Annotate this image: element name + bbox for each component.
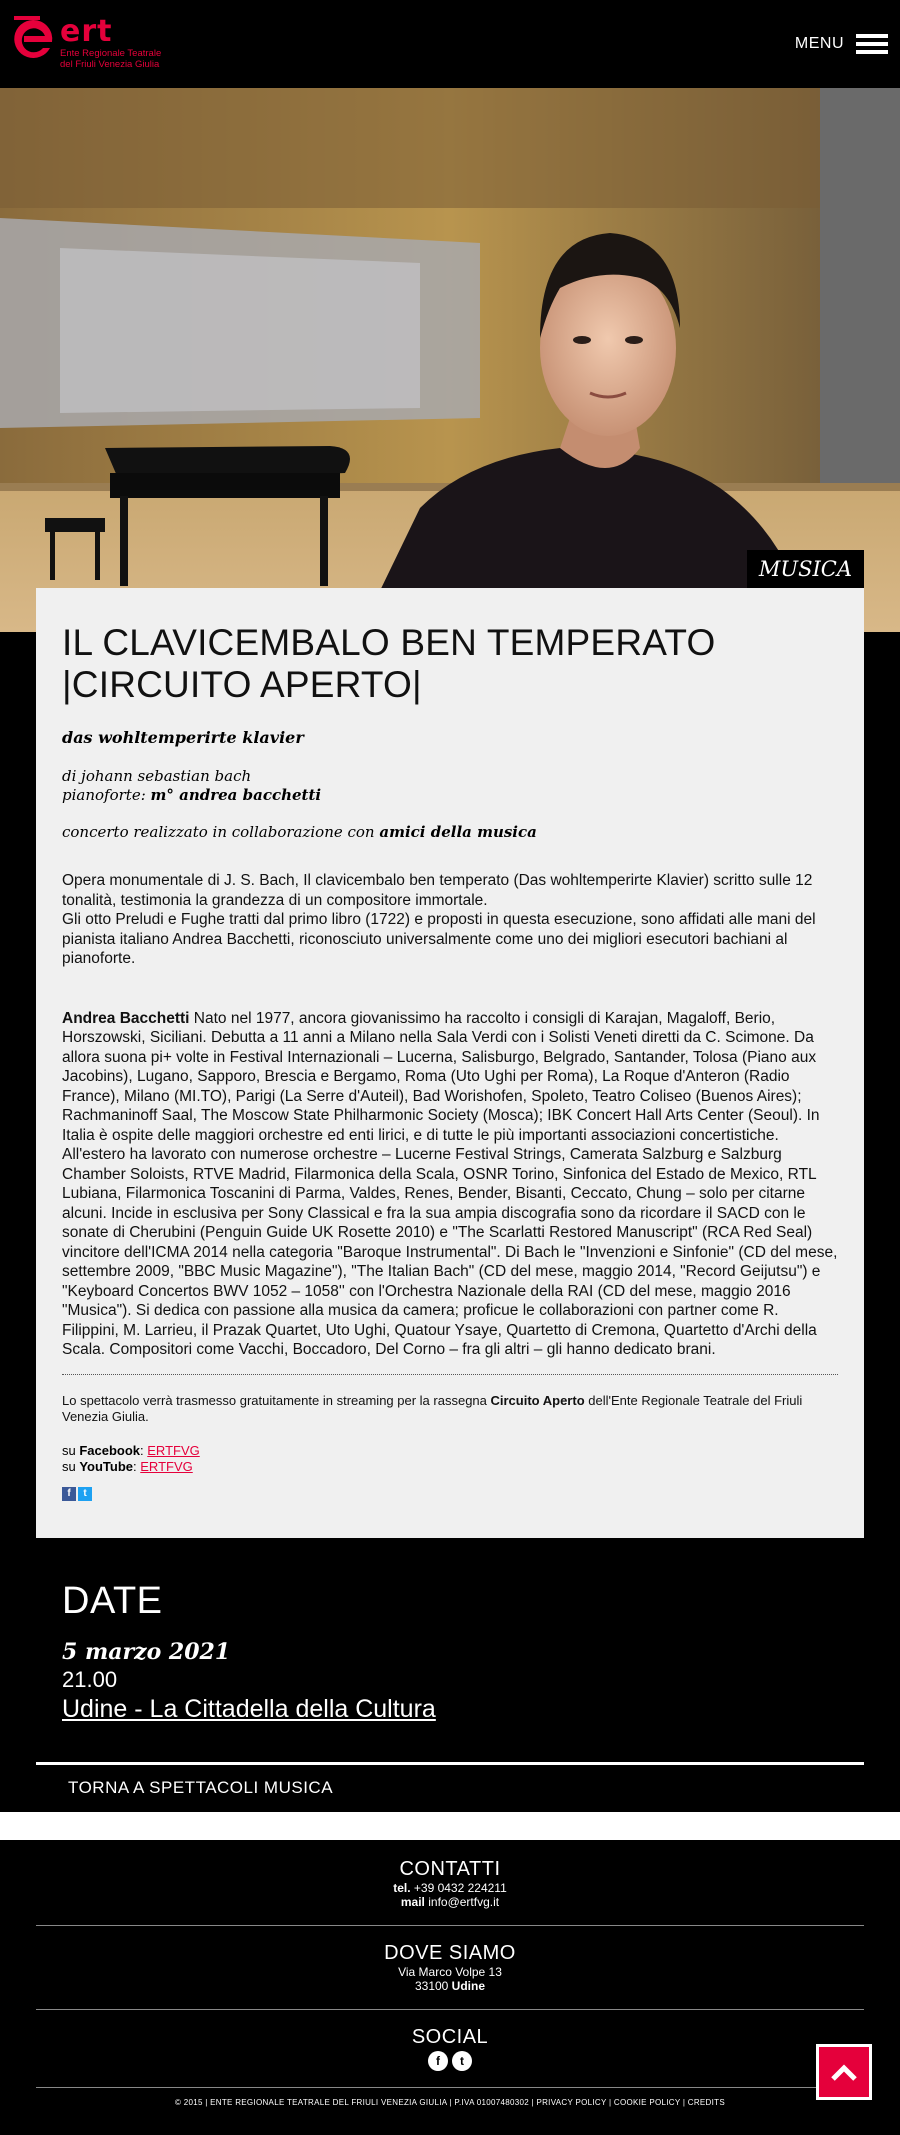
site-footer: [0, 1840, 900, 2132]
stream-suffix: dell'Ente Regionale Teatrale del Friuli Venezia Giulia.: [62, 1392, 803, 1424]
date-heading: DATE: [62, 1580, 163, 1622]
address-line-1: Via Marco Volpe 13: [398, 1965, 502, 1979]
bio-text: Nato nel 1977, ancora giovanissimo ha raccolto i consigli di Karajan, Magaloff, Berio, Horszowski, Siciliani. Debutta a 11 anni a Milano nella Sala Verdi con i Solisti Veneti diretti da C. Scimone. Da allora suona pi+ volte in Festival Internazionali – Lucerna, Salisburgo, Belgrado, Santander, Tolosa (Piano aux Jacobins), Lugano, Sapporo, Brescia e Bergamo, Roma (Uto Ughi per Roma), La Roque d'Anteron (Radio France), Milano (MI.TO), Parigi (La Serre d'Auteil), Bad Worishofen, Spoleto, Teatro Coliseo (Buenos Aires); Rachmaninoff Saal, The Moscow State Philharmonic Society (Mosca); IBK Concert Hall Arts Center (Seoul). In Italia è ospite delle maggiori orchestre ed enti lirici, e di tutte le più importanti associazioni concertistiche. All'estero ha lavorato con numerose orchestre – Lucerne Festival Strings, Camerata Salzburg e Salzburg Chamber Soloists, RTVE Madrid, Filarmonica della Scala, OSNR Torino, Sinfonica del Estado de Mexico, RTL Lubiana, Filarmonica Toscanini di Parma, Valdes, Renes, Bender, Bisanti, Ceccato, Chung – solo per citarne alcuni. Incide in esclusiva per Sony Classical e fra la sua ampia discografia sono da ricordare il SACD con le sonate di Cherubini (Penguin Guide UK Rosette 2010) e "The Scarlatti Restored Manuscript" (RCA Red Seal) vincitore dell'ICMA 2014 nella categoria "Baroque Instrumental". Di Bach le "Invenzioni e Sinfonie" (CD del mese, settembre 2009, "BBC Music Magazine"), "The Italian Bach" (CD del mese, maggio 2014, "Record Geijutsu") e "Keyboard Concertos BWV 1052 – 1058'' con l'Orchestra Nazionale della RAI (CD del mese, maggio 2016 "Musica"). Si dedica con passione alla musica da camera; proficue le collaborazioni con partner come R. Filippini, M. Larrieu, il Prazak Quartet, Uto Ughi, Quatour Ysaye, Quartetto di Cremona, Quartetto d'Archi della Scala. Compositori come Vacchi, Boccadoro, Del Corno – fra gli altri – gli hanno dedicato brani.: [62, 1009, 838, 1358]
youtube-line: su YouTube: ERTFVG: [62, 1458, 193, 1474]
category-tag: MUSICA: [747, 550, 864, 588]
fb-label: Facebook: [79, 1442, 141, 1458]
stream-prefix: Lo spettacolo verrà trasmesso gratuitamente in streaming per la rassegna: [62, 1392, 491, 1408]
footer-twitter-icon[interactable]: t: [452, 2051, 472, 2071]
facebook-link[interactable]: ERTFVG: [147, 1442, 200, 1458]
share-buttons: [62, 1487, 838, 1501]
event-detail-panel: [36, 588, 864, 1538]
yt-label: YouTube: [79, 1458, 134, 1474]
stream-name: Circuito Aperto: [490, 1392, 585, 1408]
description-paragraph-1: Opera monumentale di J. S. Bach, Il clavicembalo ben temperato (Das wohltemperirte Klavier) scritto sulle 12 tonalità, testimonia la grandezza di un compositore immortale.: [62, 872, 813, 909]
footer-divider: [36, 2009, 864, 2010]
address-city: Udine: [451, 1979, 486, 1993]
menu-button[interactable]: [795, 30, 888, 58]
tel-label: tel.: [393, 1881, 411, 1895]
event-subtitle: das wohltemperirte klavier: [62, 728, 304, 747]
contacts-title: CONTATTI: [399, 1858, 501, 1880]
footer-social: [0, 2026, 900, 2087]
performer-prefix: pianoforte:: [62, 786, 151, 804]
spacer: [0, 1812, 900, 1840]
site-header: [0, 0, 900, 88]
event-description: [62, 871, 838, 969]
facebook-line: su Facebook: ERTFVG: [62, 1442, 200, 1458]
yt-prefix: su: [62, 1458, 80, 1474]
scroll-to-top-button[interactable]: [816, 2044, 872, 2100]
footer-divider: [36, 2087, 864, 2088]
composer-credit: di johann sebastian bach: [62, 767, 252, 785]
event-time: 21.00: [62, 1667, 118, 1692]
address-cap: 33100: [414, 1979, 452, 1993]
mail-value[interactable]: info@ertfvg.it: [424, 1895, 500, 1909]
logo-subtitle-1: Ente Regionale Teatrale: [60, 48, 162, 59]
tel-value[interactable]: +39 0432 224211: [410, 1881, 507, 1895]
footer-divider: [36, 1925, 864, 1926]
performer-credit: [62, 786, 838, 805]
description-paragraph-2: Gli otto Preludi e Fughe tratti dal primo libro (1722) e proposti in questa esecuzione, sono affidati alle mani del pianista italiano Andrea Bacchetti, riconosciuto universalmente come uno dei migliori esecutori bachiani al pianoforte.: [62, 911, 816, 967]
hamburger-icon: [856, 30, 888, 58]
logo-name: ert: [60, 14, 113, 49]
streaming-links: [62, 1443, 838, 1475]
collab-prefix: concerto realizzato in collaborazione con: [62, 823, 380, 841]
date-box: [36, 1558, 864, 1758]
back-to-music-button[interactable]: TORNA A SPETTACOLI MUSICA: [36, 1762, 864, 1812]
event-credits: [62, 767, 838, 805]
bio-name: Andrea Bacchetti: [62, 1009, 190, 1027]
chevron-up-icon: [830, 2062, 858, 2082]
youtube-link[interactable]: ERTFVG: [140, 1458, 193, 1474]
event-title: [62, 622, 838, 706]
share-facebook-icon[interactable]: f: [62, 1487, 76, 1501]
event-title-line-2: |CIRCUITO APERTO|: [62, 664, 422, 705]
logo-e-icon: [10, 14, 56, 72]
footer-location: [0, 1942, 900, 2009]
logo-subtitle-2: del Friuli Venezia Giulia: [60, 59, 160, 70]
artist-biography: [62, 1009, 838, 1360]
venue-link[interactable]: Udine - La Cittadella della Cultura: [62, 1695, 436, 1723]
menu-label: MENU: [794, 35, 844, 52]
performer-name: m° andrea bacchetti: [150, 786, 322, 804]
site-logo[interactable]: [10, 14, 161, 72]
address-line-2: [0, 1979, 900, 1993]
event-title-line-1: IL CLAVICEMBALO BEN TEMPERATO: [62, 622, 716, 663]
social-title: SOCIAL: [411, 2026, 489, 2048]
mail-label: mail: [400, 1895, 425, 1909]
footer-facebook-icon[interactable]: f: [428, 2051, 448, 2071]
where-title: DOVE SIAMO: [384, 1942, 516, 1964]
event-date: 5 marzo 2021: [62, 1639, 231, 1665]
footer-legal[interactable]: © 2015 | ENTE REGIONALE TEATRALE DEL FRIULI VENEZIA GIULIA | P.IVA 01007480302 | PRIVACY POLICY | COOKIE POLICY | CREDITS: [175, 2098, 725, 2107]
phone-line: [0, 1881, 900, 1895]
hero-image: [0, 88, 900, 632]
collaboration-note: [62, 823, 838, 841]
footer-social-icons: [0, 2051, 900, 2071]
share-twitter-icon[interactable]: t: [78, 1487, 92, 1501]
mail-line: [0, 1895, 900, 1909]
divider: [62, 1374, 838, 1375]
fb-prefix: su: [62, 1442, 80, 1458]
collab-name: amici della musica: [379, 823, 537, 841]
footer-contacts: [0, 1858, 900, 1925]
streaming-note: [62, 1393, 838, 1425]
